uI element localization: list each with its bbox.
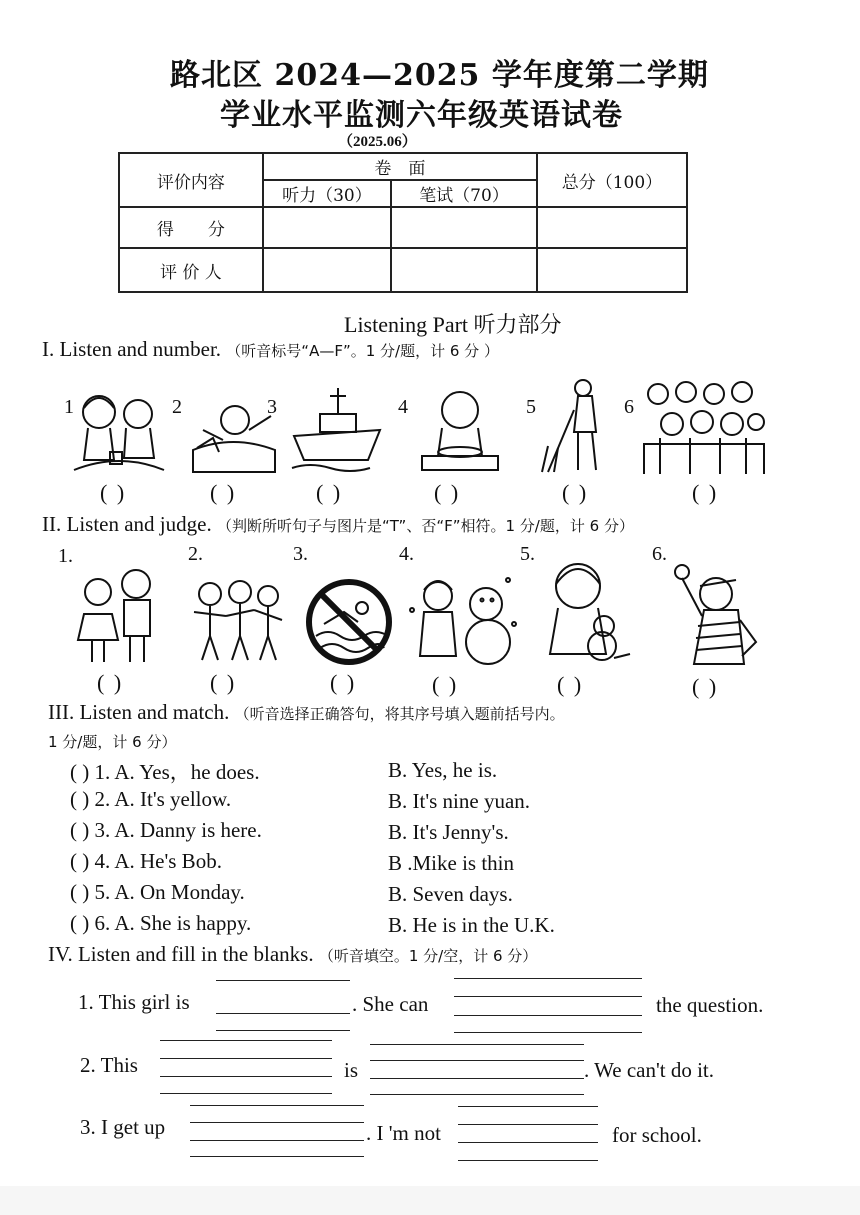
match-item-6-a[interactable]: ( ) 6. A. She is happy. (70, 911, 252, 935)
s1-answer-5[interactable]: ( ) (562, 480, 589, 505)
s1-number-6: 6 (624, 396, 634, 418)
table-label-writing: 笔试（70） (391, 180, 537, 207)
s2-number-6: 6. (652, 543, 667, 565)
match-item-1-b: B. Yes, he is. (388, 758, 498, 782)
grader-cell-listening[interactable] (263, 248, 391, 292)
section-1-title: I. Listen and number. (42, 337, 222, 361)
score-table (118, 152, 688, 293)
section-1-heading (42, 337, 499, 362)
section-3-title: III. Listen and match. (48, 700, 230, 724)
section-3-note-line-2: 1 分/题，计 6 分） (48, 733, 177, 751)
s2-number-1: 1. (58, 545, 73, 567)
fill-q3-guide-top (190, 1105, 364, 1106)
fill-q2-guide-top-2 (370, 1044, 584, 1045)
table-label-content: 评价内容 (119, 153, 263, 207)
match-item-5-a[interactable]: ( ) 5. A. On Monday. (70, 880, 245, 904)
girl-with-teddy-bear-picture (544, 556, 636, 666)
page-bottom-edge (0, 1186, 860, 1215)
section-4-heading (48, 942, 537, 967)
s2-number-4: 4. (399, 543, 414, 565)
section-3-heading (48, 700, 565, 725)
person-throwing-ball-picture (660, 560, 760, 672)
crowd-picture (642, 378, 767, 476)
fill-q3-text-b: . I 'm not (366, 1121, 441, 1145)
exam-date: （2025.06） (338, 134, 417, 150)
match-item-2-b: B. It's nine yuan. (388, 789, 531, 813)
fill-q2-guide-bottom (160, 1093, 332, 1094)
table-label-paper: 卷 面 (263, 153, 537, 180)
s1-number-2: 2 (172, 396, 182, 418)
fill-q2-guide-bottom-2 (370, 1094, 584, 1095)
score-cell-total[interactable] (537, 207, 687, 248)
fill-q2-text-a: 2. This (80, 1053, 138, 1077)
match-item-3-b: B. It's Jenny's. (388, 820, 509, 844)
s2-answer-4[interactable]: ( ) (432, 672, 459, 697)
s2-number-3: 3. (293, 543, 308, 565)
s1-answer-2[interactable]: ( ) (210, 480, 237, 505)
fill-q2-guide-top (160, 1040, 332, 1041)
s1-answer-6[interactable]: ( ) (692, 480, 719, 505)
no-swimming-sign-picture (304, 578, 394, 666)
ship-picture (290, 384, 385, 474)
grader-cell-total[interactable] (537, 248, 687, 292)
s1-answer-1[interactable]: ( ) (100, 480, 127, 505)
fill-q2-blank-2[interactable] (370, 1078, 584, 1079)
fill-q3-blank-2[interactable] (458, 1142, 598, 1143)
fill-q1-guide-top (216, 980, 350, 981)
match-item-2-a[interactable]: ( ) 2. A. It's yellow. (70, 787, 232, 811)
fill-q2-text-c: . We can't do it. (584, 1058, 715, 1082)
fill-q3-text-c: for school. (612, 1123, 702, 1147)
fill-q1-guide-bottom (216, 1030, 350, 1031)
blind-man-picture (538, 376, 608, 476)
s1-number-3: 3 (267, 396, 277, 418)
table-row-grader-label: 评 价 人 (119, 248, 263, 292)
fill-q3-guide-bottom-2 (458, 1160, 598, 1161)
fill-q1-blank-2[interactable] (454, 1015, 642, 1016)
s2-answer-6[interactable]: ( ) (692, 674, 719, 699)
fill-q1-guide-bottom-2 (454, 1032, 642, 1033)
table-label-listening: 听力（30） (263, 180, 391, 207)
s2-answer-1[interactable]: ( ) (97, 670, 124, 695)
score-cell-writing[interactable] (391, 207, 537, 248)
listening-part-heading: Listening Part 听力部分 (344, 312, 562, 337)
fill-q3-guide-mid-2 (458, 1124, 598, 1125)
fill-q2-blank-1[interactable] (160, 1076, 332, 1077)
fill-q1-text-b: . She can (352, 992, 429, 1016)
section-2-heading (42, 512, 634, 537)
fill-q3-blank-1[interactable] (190, 1140, 364, 1141)
fill-q3-guide-top-2 (458, 1106, 598, 1107)
girl-cooking-picture (418, 384, 503, 479)
s1-number-4: 4 (398, 396, 408, 418)
s2-answer-2[interactable]: ( ) (210, 670, 237, 695)
fill-q3-text-a: 3. I get up (80, 1115, 166, 1139)
s2-number-5: 5. (520, 543, 535, 565)
s1-number-5: 5 (526, 396, 536, 418)
children-playing-picture (190, 576, 285, 666)
section-3-note-line-2-wrap (48, 728, 176, 753)
grader-cell-writing[interactable] (391, 248, 537, 292)
fill-q1-guide-mid-2 (454, 996, 642, 997)
fill-q2-guide-mid (160, 1058, 332, 1059)
title-line-2: 学业水平监测六年级英语试卷 (220, 98, 623, 133)
fill-q2-text-b: is (344, 1058, 359, 1082)
fill-q1-blank-1[interactable] (216, 1013, 350, 1014)
boy-with-snowman-picture (408, 570, 520, 666)
section-2-title: II. Listen and judge. (42, 512, 212, 536)
boy-and-girl-picture (72, 568, 162, 666)
fill-q2-guide-mid-2 (370, 1060, 584, 1061)
s1-number-1: 1 (64, 396, 74, 418)
match-item-4-b: B .Mike is thin (388, 851, 515, 875)
fill-q1-text-a: 1. This girl is (78, 990, 190, 1014)
boy-waking-up-picture (183, 390, 278, 475)
section-3-note: （听音选择正确答句，将其序号填入题前括号内。 (234, 705, 565, 723)
match-item-3-a[interactable]: ( ) 3. A. Danny is here. (70, 818, 262, 842)
fill-q3-guide-mid (190, 1122, 364, 1123)
title-line-1: 路北区 2024—2025 学年度第二学期 (170, 58, 709, 93)
fill-q3-guide-bottom (190, 1156, 364, 1157)
fill-q1-text-c: the question. (656, 993, 764, 1017)
match-item-6-b: B. He is in the U.K. (388, 913, 555, 937)
kids-sandcastle-picture (72, 382, 167, 477)
match-item-5-b: B. Seven days. (388, 882, 513, 906)
section-2-note: （判断所听句子与图片是“T”、否“F”相符。1 分/题，计 6 分） (216, 517, 634, 535)
section-4-note: （听音填空。1 分/空，计 6 分） (318, 947, 538, 965)
s2-answer-3[interactable]: ( ) (330, 670, 357, 695)
section-4-title: IV. Listen and fill in the blanks. (48, 942, 314, 966)
s1-answer-4[interactable]: ( ) (434, 480, 461, 505)
table-row-score-label: 得 分 (119, 207, 263, 248)
table-label-total: 总分（100） (537, 153, 687, 207)
section-1-note: （听音标号“A—F”。1 分/题，计 6 分 ） (226, 342, 499, 360)
match-item-4-a[interactable]: ( ) 4. A. He's Bob. (70, 849, 222, 873)
s1-answer-3[interactable]: ( ) (316, 480, 343, 505)
score-cell-listening[interactable] (263, 207, 391, 248)
fill-q1-guide-top-2 (454, 978, 642, 979)
s2-answer-5[interactable]: ( ) (557, 672, 584, 697)
match-item-1-a[interactable]: ( ) 1. A. Yes，he does. (70, 760, 260, 784)
s2-number-2: 2. (188, 543, 203, 565)
